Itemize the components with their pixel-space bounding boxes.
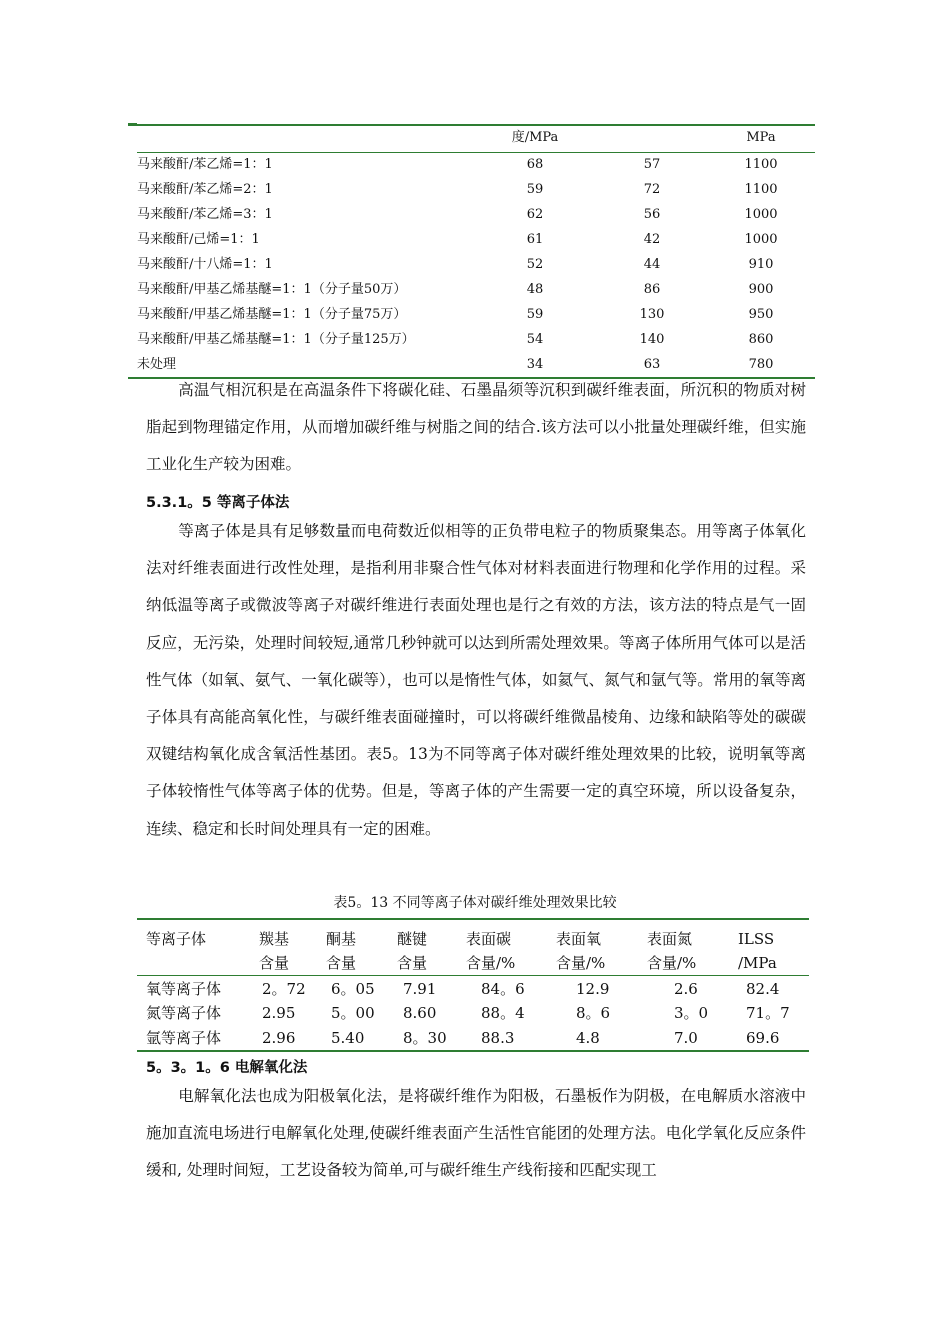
row-value: 88。4 [481,1004,525,1022]
row-value: 4.8 [576,1029,600,1047]
table2-header-rule [137,975,809,976]
row-label: 马来酸酐/十八烯=1：1 [137,257,273,272]
row-value: 1000 [744,207,778,222]
row-value: 7.0 [674,1029,698,1047]
table2-caption: 表5。13 不同等离子体对碳纤维处理效果比较 [333,895,617,911]
row-value: 72 [643,182,661,197]
row-value: 48 [526,282,544,297]
header-cell: 含量 [259,954,290,972]
row-value: 8.60 [403,1004,437,1022]
table2-bottom-rule [137,1050,809,1052]
row-label: 马来酸酐/甲基乙烯基醚=1：1（分子量75万） [137,307,407,322]
header-cell: 含量/% [647,954,697,972]
row-value: 140 [639,332,665,347]
row-label: 马来酸酐/甲基乙烯基醚=1：1（分子量50万） [137,282,407,297]
row-value: 68 [526,157,544,172]
header-cell: 含量/% [466,954,516,972]
row-label: 马来酸酐/己烯=1：1 [137,232,260,247]
row-value: 52 [526,257,544,272]
paragraph-text: 高温气相沉积是在高温条件下将碳化硅、石墨晶须等沉积到碳纤维表面，所沉积的物质对树脂起到物理锚定作用，从而增加碳纤维与树脂之间的结合.该方法可以小批量处理碳纤维，但实施工业化生产较为困难。 [146,381,806,474]
row-value: 12.9 [576,980,610,998]
header-cell: 含量 [397,954,428,972]
paragraph-plasma [146,513,806,848]
row-value: 780 [748,357,774,372]
row-value: 2.95 [262,1004,296,1022]
row-value: 950 [748,307,774,322]
row-value: 61 [526,232,544,247]
row-value: 1100 [744,157,778,172]
row-value: 69.6 [746,1029,780,1047]
row-label: 未处理 [137,357,177,372]
row-label: 氮等离子体 [146,1004,222,1022]
row-label: 马来酸酐/甲基乙烯基醚=1：1（分子量125万） [137,332,415,347]
row-value: 57 [643,157,661,172]
header-cell: 表面氧 [556,930,602,948]
header-cell: 醚键 [397,930,428,948]
row-label: 马来酸酐/苯乙烯=3：1 [137,207,273,222]
row-value: 56 [643,207,661,222]
row-value: 3。0 [674,1004,709,1022]
header-cell: 含量 [326,954,357,972]
row-value: 63 [643,357,661,372]
table1-top-rule [137,124,815,126]
header-cell: 酮基 [326,930,357,948]
paragraph-vapor-deposition [146,372,806,484]
row-value: 84。6 [481,980,525,998]
table2-top-rule [137,918,809,920]
row-value: 860 [748,332,774,347]
paragraph-text: 等离子体是具有足够数量而电荷数近似相等的正负带电粒子的物质聚集态。用等离子体氧化法对纤维表面进行改性处理，是指利用非聚合性气体对材料表面进行物理和化学作用的过程。采纳低温等离子或微波等离子对碳纤维进行表面处理也是行之有效的方法，该方法的特点是气一固反应，无污染，处理时间较短,通常几秒钟就可以达到所需处理效果。等离子体所用气体可以是活性气体（如氧、氨气、一氧化碳等），也可以是惰性气体，如氦气、氮气和氩气等。常用的氧等离子体具有高能高氧化性，与碳纤维表面碰撞时，可以将碳纤维微晶棱角、边缘和缺陷等处的碳碳双键结构氧化成含氧活性基团。表5。13为不同等离子体对碳纤维处理效果的比较，说明氧等离子体较惰性气体等离子体的优势。但是，等离子体的产生需要一定的真空环境，所以设备复杂，连续、稳定和长时间处理具有一定的困难。 [146,522,806,838]
row-value: 59 [526,182,544,197]
row-value: 900 [748,282,774,297]
row-value: 59 [526,307,544,322]
row-value: 8。6 [576,1004,611,1022]
row-value: 88.3 [481,1029,515,1047]
header-cell: 含量/% [556,954,606,972]
row-value: 1000 [744,232,778,247]
row-value: 1100 [744,182,778,197]
table1-header-rule [137,152,815,153]
row-value: 5。00 [331,1004,375,1022]
section-heading-plasma: 5.3.1。5 等离子体法 [146,495,290,511]
row-value: 5.40 [331,1029,365,1047]
row-value: 44 [643,257,661,272]
row-value: 7.91 [403,980,437,998]
header-cell: ILSS [738,930,775,948]
paragraph-text: 电解氧化法也成为阳极氧化法，是将碳纤维作为阳极，石墨板作为阴极，在电解质水溶液中施加直流电场进行电解氧化处理,使碳纤维表面产生活性官能团的处理方法。电化学氧化反应条件缓和, 处理时间短，工艺设备较为简单,可与碳纤维生产线衔接和匹配实现工 [146,1087,806,1180]
header-cell: /MPa [738,954,777,972]
row-label: 马来酸酐/苯乙烯=1：1 [137,157,273,172]
table1-header-col1: 度/MPa [511,130,559,145]
row-value: 910 [748,257,774,272]
row-value: 82.4 [746,980,780,998]
section-heading-electrolytic-oxidation: 5。3。1。6 电解氧化法 [146,1060,308,1076]
row-value: 8。30 [403,1029,447,1047]
row-value: 6。05 [331,980,375,998]
row-value: 2.96 [262,1029,296,1047]
row-value: 54 [526,332,544,347]
row-value: 2.6 [674,980,698,998]
row-label: 马来酸酐/苯乙烯=2：1 [137,182,273,197]
table1-corner-mark [128,123,137,126]
table1-header-col3: MPa [746,130,776,145]
row-label: 氩等离子体 [146,1029,222,1047]
paragraph-electrolytic-oxidation [146,1078,806,1190]
row-value: 2。72 [262,980,306,998]
row-value: 34 [526,357,544,372]
header-cell: 表面碳 [466,930,512,948]
row-value: 71。7 [746,1004,790,1022]
header-cell: 表面氮 [647,930,693,948]
row-label: 氧等离子体 [146,980,222,998]
row-value: 42 [643,232,661,247]
row-value: 130 [639,307,665,322]
header-cell: 等离子体 [146,930,207,948]
header-cell: 羰基 [259,930,290,948]
row-value: 62 [526,207,544,222]
row-value: 86 [643,282,661,297]
